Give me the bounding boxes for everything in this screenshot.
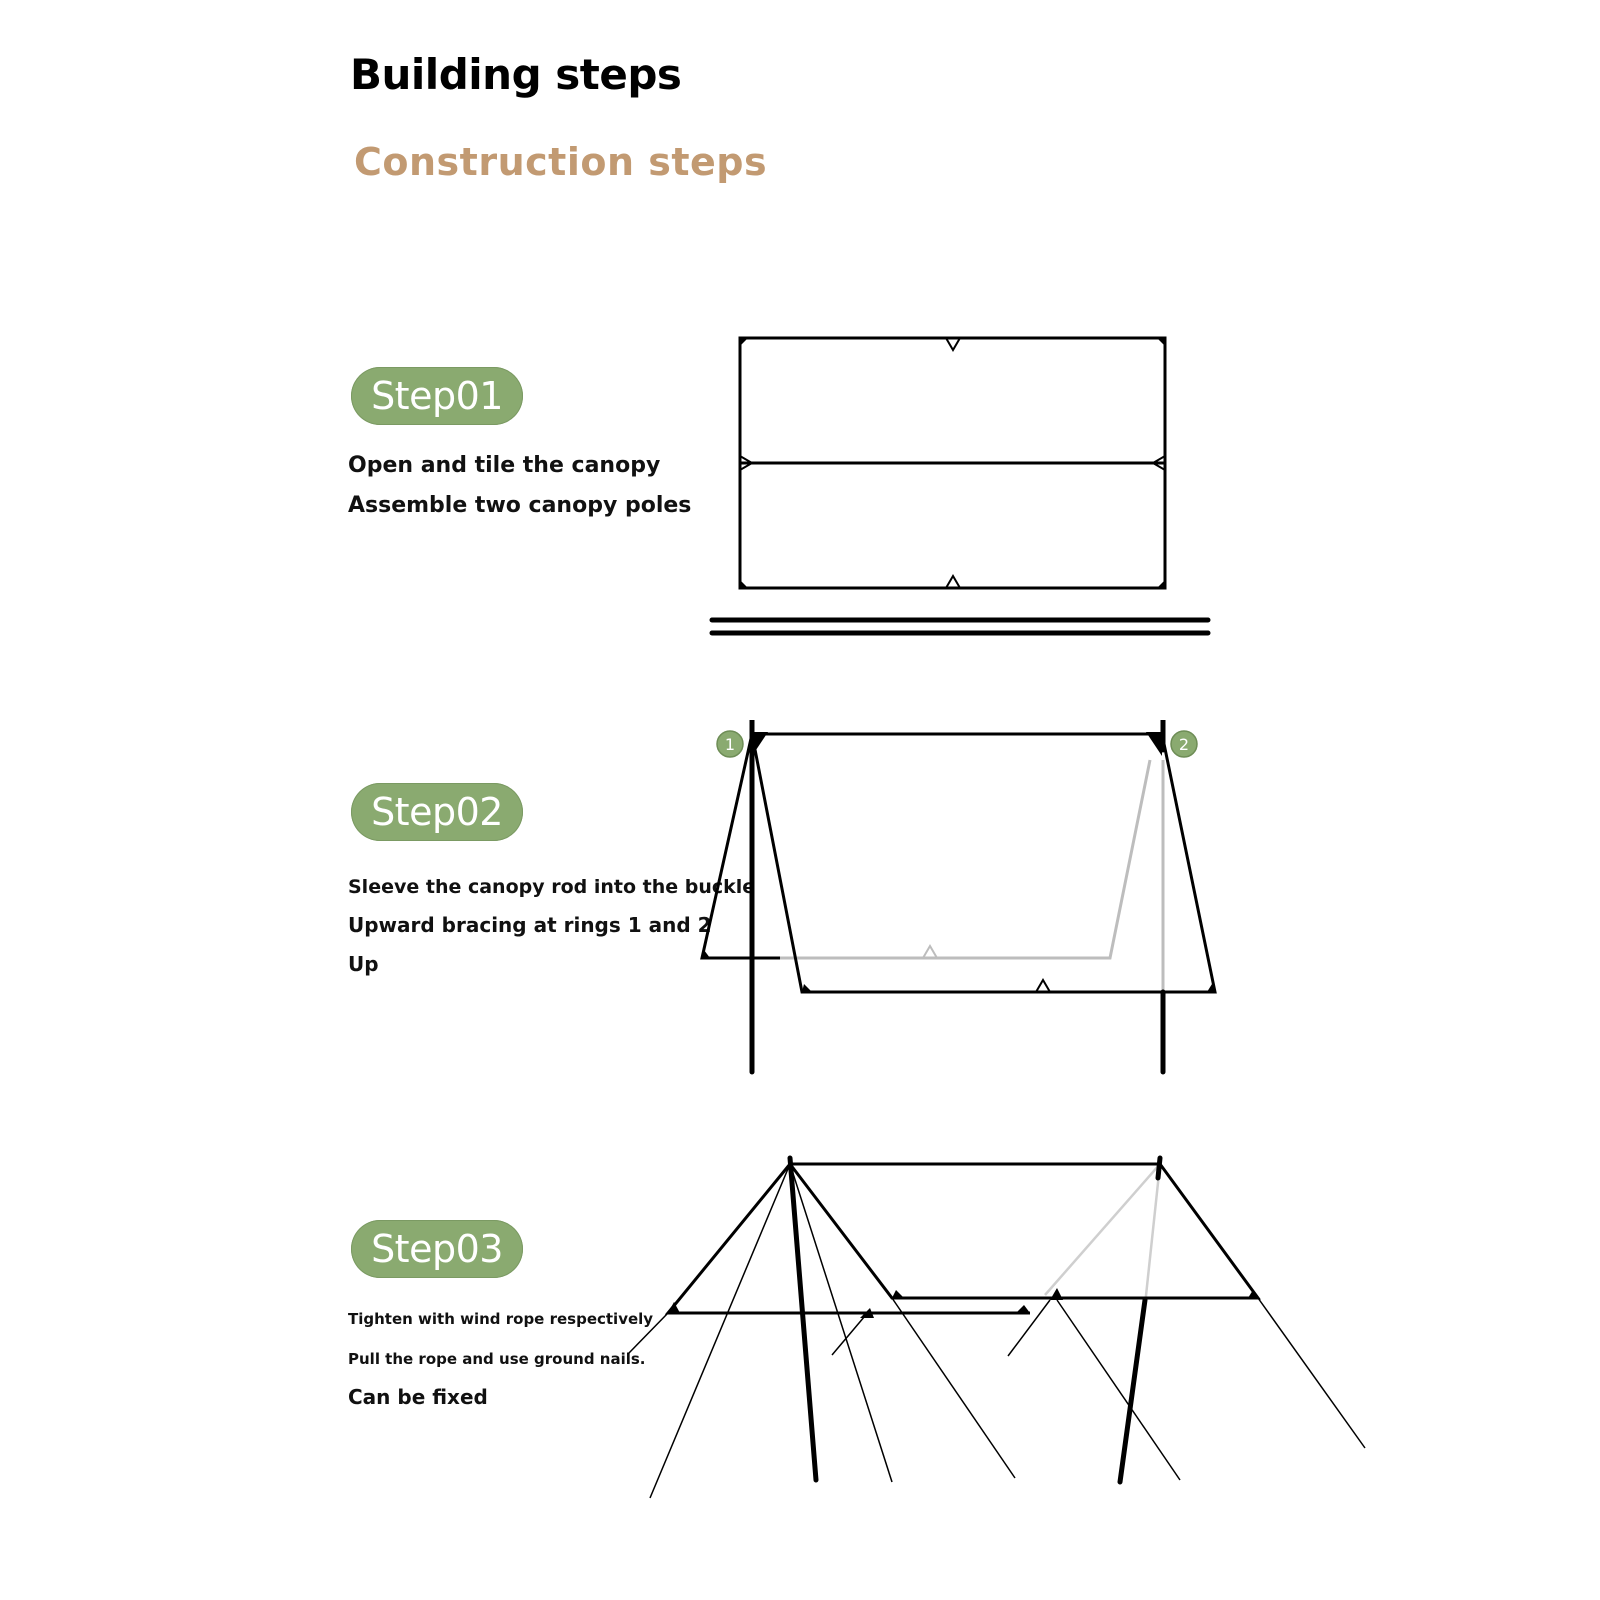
step03-badge: Step03 (351, 1220, 523, 1278)
pole-2-top (1158, 1158, 1160, 1178)
bottom-buckle (946, 576, 960, 588)
page-title: Building steps (350, 50, 682, 99)
guy-rope (650, 1164, 790, 1498)
left-back-side (702, 734, 780, 958)
step02-raised-canopy-diagram (690, 720, 1230, 1080)
step02-line-2: Upward bracing at rings 1 and 2 (348, 913, 712, 937)
ring-1-marker (717, 731, 743, 757)
ring-2-label: 2 (1178, 735, 1190, 754)
step01-canopy-diagram (700, 330, 1220, 650)
top-buckle (946, 338, 960, 350)
corner-tr-tl (740, 338, 748, 346)
step03-line-3: Can be fixed (348, 1385, 488, 1409)
pole-2 (1120, 1300, 1145, 1482)
step02-badge: Step02 (351, 783, 523, 841)
ring-1-label: 1 (724, 735, 736, 754)
ring-2-marker (1171, 731, 1197, 757)
step01-line-1: Open and tile the canopy (348, 453, 661, 478)
center-buckle (1050, 1288, 1063, 1300)
step01-line-2: Assemble two canopy poles (348, 493, 692, 518)
back-buckle (923, 946, 937, 958)
step02-line-1: Sleeve the canopy rod into the buckle (348, 876, 756, 898)
guy-rope (1258, 1298, 1365, 1448)
step01-badge: Step01 (351, 367, 523, 425)
step03-guyed-canopy-diagram (620, 1150, 1380, 1510)
guy-rope (628, 1313, 668, 1354)
guy-rope (1057, 1300, 1180, 1480)
page-subtitle: Construction steps (354, 140, 768, 184)
guy-rope (892, 1298, 1015, 1478)
guy-rope (1008, 1300, 1050, 1356)
back-edge (780, 760, 1150, 958)
front-buckle (1036, 980, 1050, 992)
back-slope (1045, 1164, 1160, 1295)
step03-line-1: Tighten with wind rope respectively (348, 1310, 654, 1328)
ring-2-buckle (1146, 732, 1162, 756)
left-panel (668, 1164, 1030, 1313)
step03-line-2: Pull the rope and use ground nails. (348, 1350, 646, 1368)
front-panel (752, 734, 1215, 992)
step02-line-3: Up (348, 952, 379, 976)
pole-2-hidden (1145, 1164, 1160, 1305)
right-panel (790, 1164, 1258, 1298)
